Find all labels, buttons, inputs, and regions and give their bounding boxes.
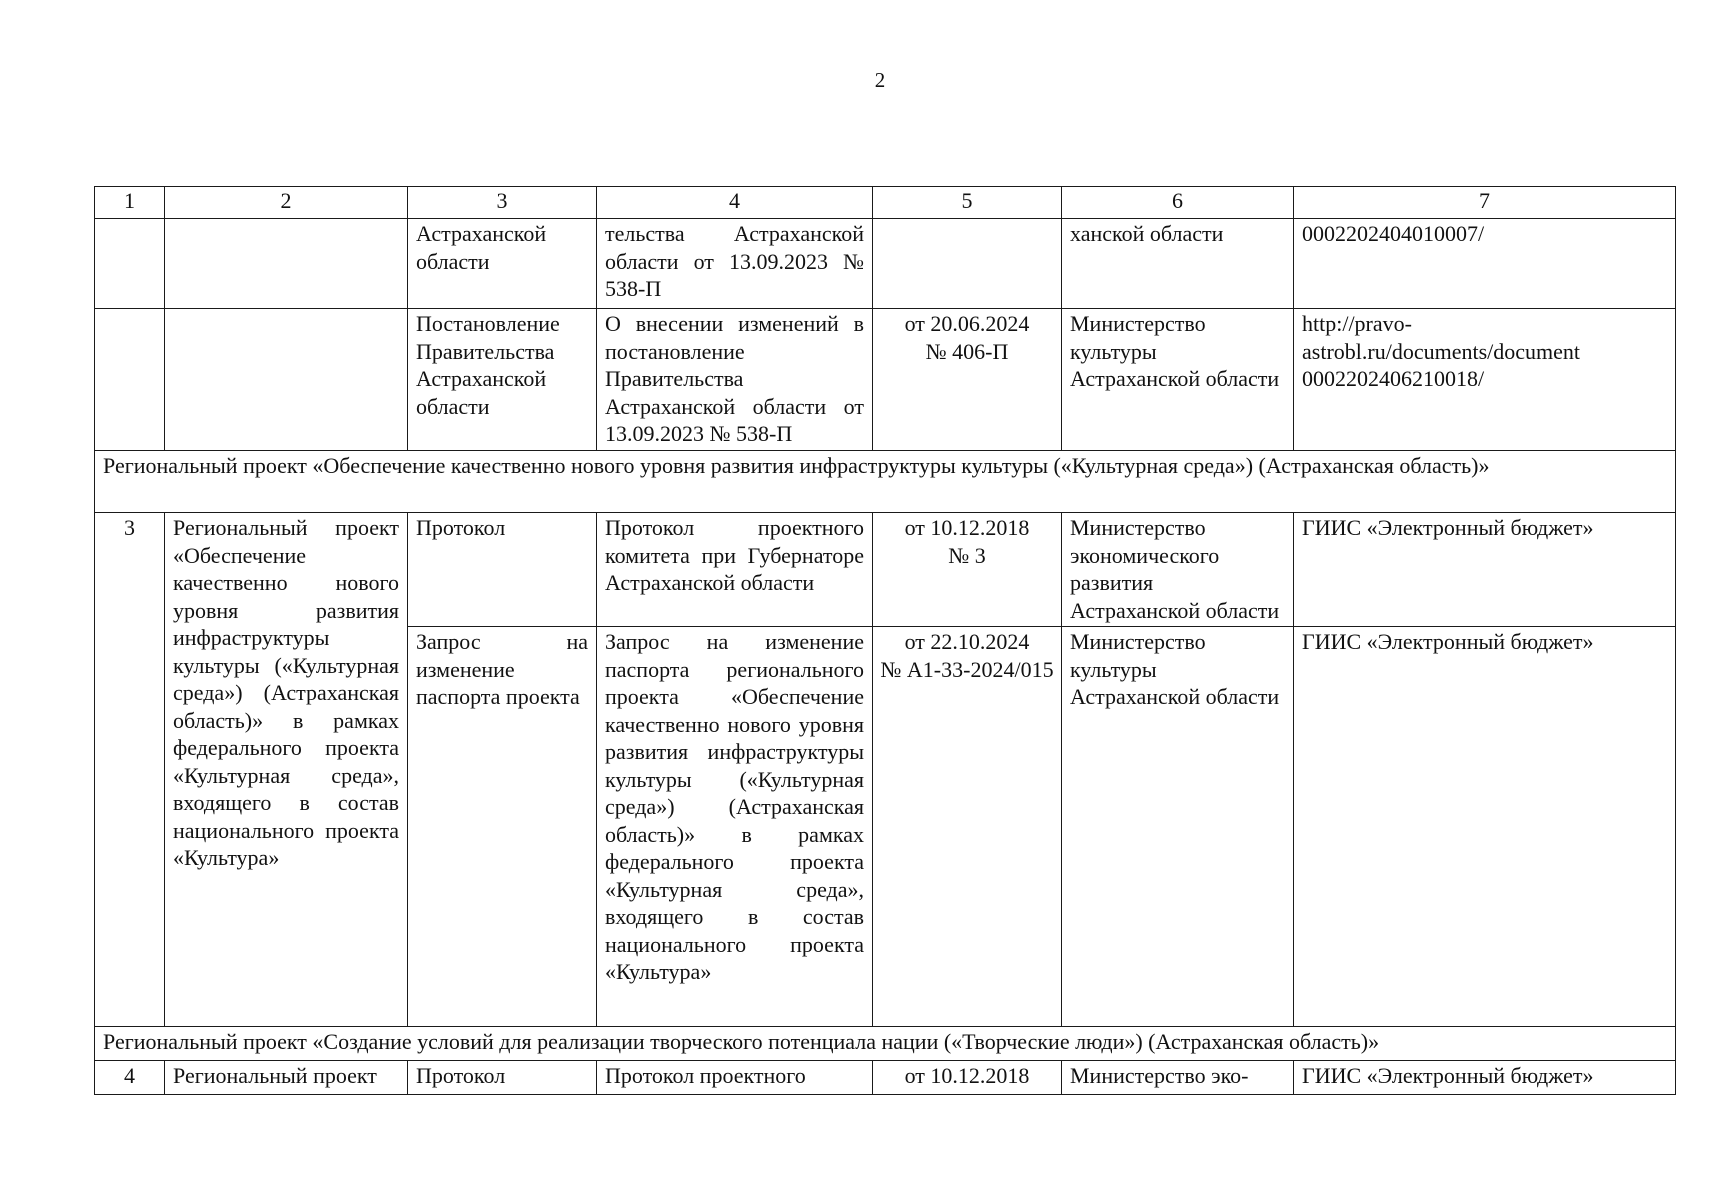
source-link-part: astrobl.ru/documents/document — [1302, 338, 1580, 364]
document-type-cell: Запрос на изменение паспорта проекта — [408, 627, 597, 1027]
source-link-part: http://pravo- — [1302, 311, 1412, 336]
column-number: 5 — [873, 187, 1062, 219]
section-row — [95, 451, 1676, 513]
page-number: 2 — [874, 68, 886, 92]
document-date-cell: от 10.12.2018 — [873, 1061, 1062, 1095]
document-date: от 22.10.2024 — [904, 629, 1030, 654]
column-number: 7 — [1294, 187, 1676, 219]
column-number: 2 — [165, 187, 408, 219]
column-number: 1 — [95, 187, 165, 219]
row-number-cell: 4 — [95, 1061, 165, 1095]
column-number-row — [95, 187, 1676, 219]
document-number: № 406-П — [925, 338, 1009, 364]
table-row — [95, 309, 1676, 451]
row-number-cell — [95, 309, 165, 451]
document-date-cell — [873, 513, 1062, 627]
project-name-cell: Региональный проект «Обеспечение качественно нового уровня развития инфраструктуры культуры («Культурная среда») (Астраханская область)» в рамках федерального проекта «Культурная среда», входящего в состав национального проекта «Культура» — [165, 513, 408, 1027]
document-date: от 10.12.2018 — [904, 515, 1030, 540]
table-row — [95, 513, 1676, 627]
responsible-body-cell: Министерство культуры Астраханской области — [1062, 627, 1294, 1027]
document-type-cell: Постановление Правительства Астраханской области — [408, 309, 597, 451]
document-type-cell: Протокол — [408, 513, 597, 627]
document-number: № А1-33-2024/015 — [880, 656, 1054, 682]
document-source-cell: 0002202404010007/ — [1294, 219, 1676, 309]
document-title-cell: О внесении изменений в постановление Правительства Астраханской области от 13.09.2023 № 538-П — [597, 309, 873, 451]
document-source-cell — [1294, 309, 1676, 451]
section-row — [95, 1027, 1676, 1061]
document-type-cell: Астраханской области — [408, 219, 597, 309]
project-name-cell — [165, 309, 408, 451]
table-row — [95, 1061, 1676, 1095]
document-title-cell: Протокол проектного комитета при Губернаторе Астраханской области — [597, 513, 873, 627]
document-date-cell — [873, 627, 1062, 1027]
section-heading: Региональный проект «Обеспечение качественно нового уровня развития инфраструктуры культуры («Культурная среда») (Астраханская область)» — [95, 451, 1676, 513]
row-number-cell — [95, 219, 165, 309]
document-title-cell: тельства Астраханской области от 13.09.2023 № 538-П — [597, 219, 873, 309]
document-date-cell — [873, 219, 1062, 309]
document-source-cell: ГИИС «Электронный бюджет» — [1294, 1061, 1676, 1095]
document-number: № 3 — [948, 542, 986, 568]
document-source-cell: ГИИС «Электронный бюджет» — [1294, 513, 1676, 627]
table-row — [95, 219, 1676, 309]
section-heading: Региональный проект «Создание условий для реализации творческого потенциала нации («Творческие люди») (Астраханская область)» — [95, 1027, 1676, 1061]
document-type-cell: Протокол — [408, 1061, 597, 1095]
document-date: от 20.06.2024 — [904, 311, 1030, 336]
row-number-cell: 3 — [95, 513, 165, 1027]
source-link-part: 0002202406210018/ — [1302, 366, 1485, 391]
project-name-cell — [165, 219, 408, 309]
document-source-cell: ГИИС «Электронный бюджет» — [1294, 627, 1676, 1027]
column-number: 6 — [1062, 187, 1294, 219]
document-title-cell: Запрос на изменение паспорта регионального проекта «Обеспечение качественно нового уровня развития инфраструктуры культуры («Культурная среда») (Астраханская область)» в рамках федерального проекта «Культурная среда», входящего в состав национального проекта «Культура» — [597, 627, 873, 1027]
document-date-cell — [873, 309, 1062, 451]
project-name-cell: Региональный проект — [165, 1061, 408, 1095]
responsible-body-cell: Министерство культуры Астраханской области — [1062, 309, 1294, 451]
column-number: 3 — [408, 187, 597, 219]
responsible-body-cell: Министерство экономического развития Астраханской области — [1062, 513, 1294, 627]
document-title-cell: Протокол проектного — [597, 1061, 873, 1095]
registry-table — [94, 186, 1676, 1095]
column-number: 4 — [597, 187, 873, 219]
responsible-body-cell: ханской области — [1062, 219, 1294, 309]
responsible-body-cell: Министерство эко- — [1062, 1061, 1294, 1095]
